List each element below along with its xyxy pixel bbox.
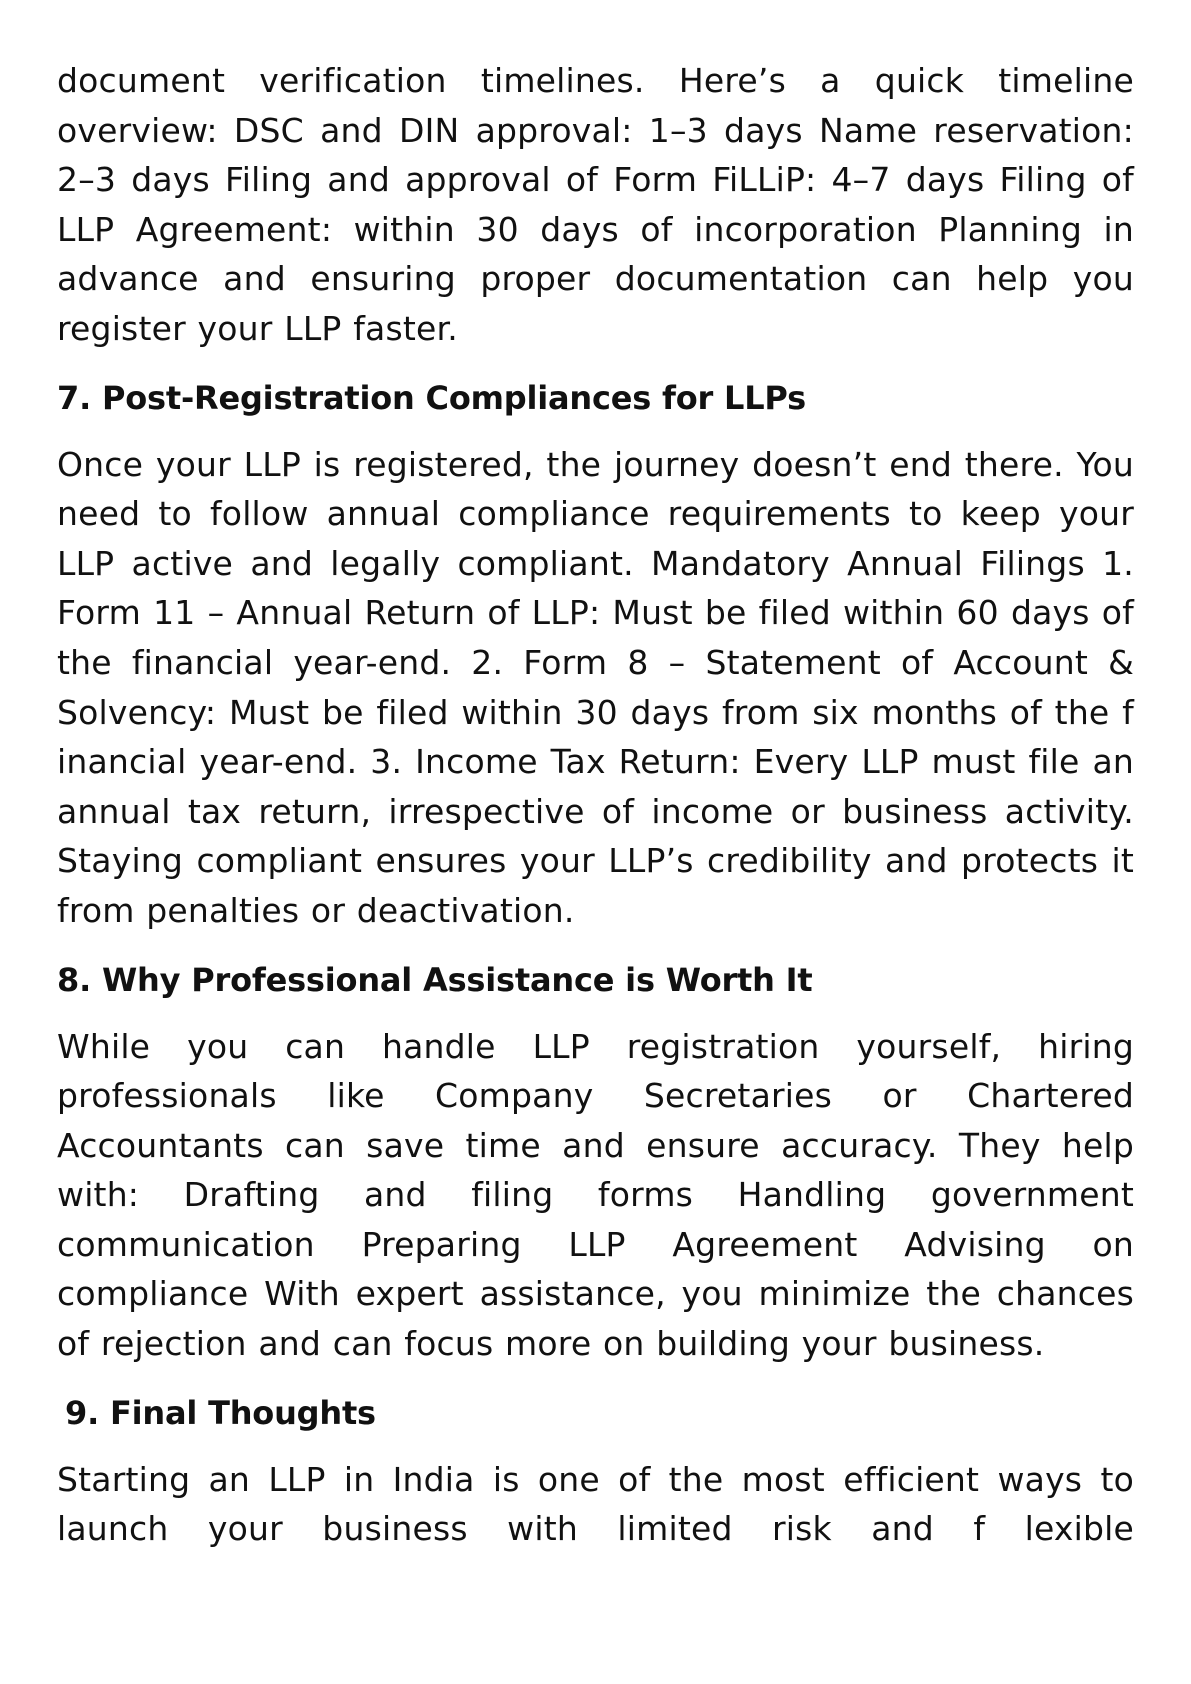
intro-paragraph: document verification timelines. Here’s a quick timeline overview: DSC and DIN approval: 1–3 days Name reservation: 2–3 days Filing and approval of Form FiLLiP: 4–7 days Filing of LLP Agreement: within 30 days of incorporation Planning in advance and ensuring proper documentation can help you register your LLP faster.	[57, 61, 1134, 348]
section-heading-professional-assistance: 8. Why Professional Assistance is Worth It	[57, 960, 813, 999]
section-body-final-thoughts: Starting an LLP in India is one of the most efficient ways to launch your business with limited risk and f lexible	[57, 1459, 1134, 1549]
document-page	[57, 56, 1134, 1554]
section-heading-compliances: 7. Post-Registration Compliances for LLPs	[57, 378, 806, 417]
section-body-compliances: Once your LLP is registered, the journey doesn’t end there. You need to follow annual compliance requirements to keep your LLP active and legally compliant. Mandatory Annual Filings 1. Form 11 – Annual Return of LLP: Must be filed within 60 days of the financial year-end. 2. Form 8 – Statement of Account & Solvency: Must be filed within 30 days from six months of the f inancial year-end. 3. Income Tax Return: Every LLP must file an annual tax return, irrespective of income or business activity. Staying compliant ensures your LLP’s credibility and protects it from penalties or deactivation.	[57, 444, 1134, 930]
section-body-professional-assistance: While you can handle LLP registration yourself, hiring professionals like Company Secretaries or Chartered Accountants can save time and ensure accuracy. They help with: Drafting and filing forms Handling government communication Preparing LLP Agreement Advising on compliance With expert assistance, you minimize the chances of rejection and can focus more on building your business.	[57, 1026, 1134, 1364]
section-heading-final-thoughts: 9. Final Thoughts	[65, 1393, 376, 1432]
